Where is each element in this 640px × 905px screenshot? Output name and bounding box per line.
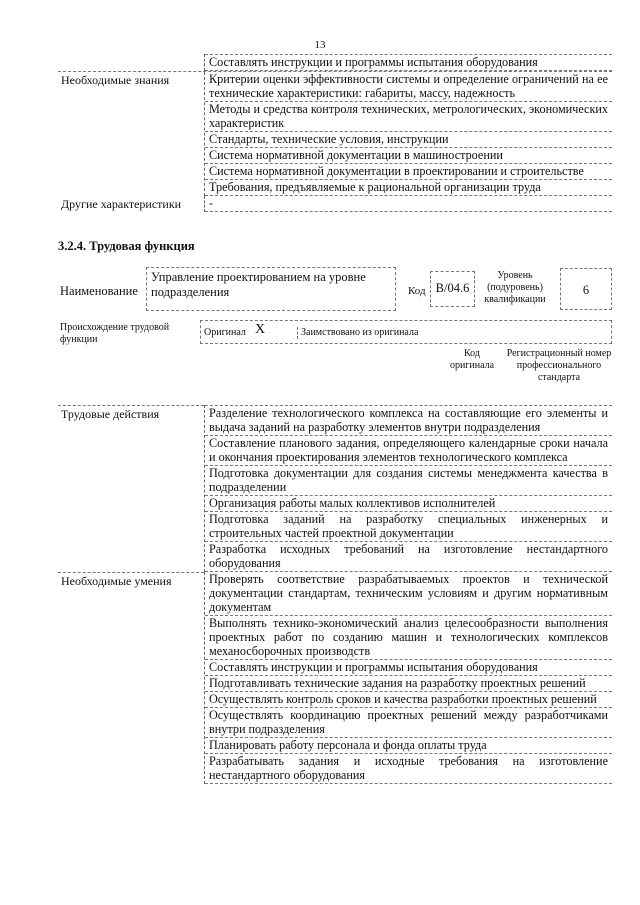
list-item: Критерии оценки эффективности системы и определение ограничений на ее технические характеристики: габариты, массу, надежность xyxy=(205,72,612,102)
level-value: 6 xyxy=(560,268,612,310)
row-label: Трудовые действия xyxy=(58,405,204,572)
table-row xyxy=(58,71,612,196)
code-value: B/04.6 xyxy=(430,271,475,307)
list-item: Организация работы малых коллективов исполнителей xyxy=(205,496,612,512)
reg-number-label: Регистрационный номер профессионального стандарта xyxy=(506,348,612,383)
origin-label: Происхождение трудовой функции xyxy=(60,322,170,345)
list-item: Система нормативной документации в проектировании и строительстве xyxy=(205,164,612,180)
list-item: Составлять инструкции и программы испытания оборудования xyxy=(205,54,612,71)
list-item: Подготовка документации для создания системы менеджмента качества в подразделении xyxy=(205,466,612,496)
list-item: Составлять инструкции и программы испытания оборудования xyxy=(205,660,612,676)
level-label: Уровень (подуровень) квалификации xyxy=(484,270,546,305)
row-items xyxy=(204,54,612,71)
row-label: Необходимые умения xyxy=(58,572,204,784)
section-title: 3.2.4. Трудовая функция xyxy=(58,239,195,253)
list-item: Разрабатывать задания и исходные требования на изготовление нестандартного оборудования xyxy=(205,754,612,784)
row-items xyxy=(204,572,612,784)
list-item: Подготовка заданий на разработку специальных инженерных и строительных частей проектной документации xyxy=(205,512,612,542)
list-item: Составление планового задания, определяющего календарные сроки начала и окончания проектирования элементов технологического комплекса xyxy=(205,436,612,466)
name-value: Управление проектированием на уровне подразделения xyxy=(146,267,396,311)
table-row xyxy=(58,572,612,784)
table-row xyxy=(58,405,612,572)
list-item: Осуществлять координацию проектных решений между разработчиками внутри подразделения xyxy=(205,708,612,738)
row-label xyxy=(58,54,204,71)
row-items xyxy=(204,405,612,572)
list-item: Проверять соответствие разрабатываемых проектов и технической документации стандартам, техническим условиям и другим нормативным документам xyxy=(205,572,612,616)
list-item: Разделение технологического комплекса на составляющие его элементы и выдача заданий на разработку элементов внутри подразделения xyxy=(205,405,612,436)
table-row xyxy=(58,196,612,212)
row-items xyxy=(204,196,612,212)
code-label: Код xyxy=(408,285,426,297)
list-item: Требования, предъявляемые к рациональной организации труда xyxy=(205,180,612,196)
list-item: Система нормативной документации в машиностроении xyxy=(205,148,612,164)
main-table xyxy=(58,405,612,784)
row-label: Другие характеристики xyxy=(61,197,182,211)
list-item: Планировать работу персонала и фонда оплаты труда xyxy=(205,738,612,754)
top-table xyxy=(58,54,612,212)
page-number: 13 xyxy=(314,39,326,51)
original-mark: X xyxy=(255,322,266,337)
list-item: - xyxy=(205,196,612,212)
list-item: Методы и средства контроля технических, метрологических, экономических характеристик xyxy=(205,102,612,132)
name-label: Наименование xyxy=(60,284,138,298)
original-label: Оригинал xyxy=(204,327,246,338)
row-items xyxy=(204,72,612,196)
list-item: Выполнять технико-экономический анализ целесообразности выполнения проектных работ по созданию машин и технологических комплексов механосборочных производств xyxy=(205,616,612,660)
table-row xyxy=(58,54,612,71)
borrowed-label: Заимствовано из оригинала xyxy=(297,327,418,339)
list-item: Подготавливать технические задания на разработку проектных решений xyxy=(205,676,612,692)
origin-code-label: Код оригинала xyxy=(449,348,495,371)
list-item: Разработка исходных требований на изготовление нестандартного оборудования xyxy=(205,542,612,572)
row-label: Необходимые знания xyxy=(61,73,170,87)
list-item: Стандарты, технические условия, инструкции xyxy=(205,132,612,148)
list-item: Осуществлять контроль сроков и качества разработки проектных решений xyxy=(205,692,612,708)
